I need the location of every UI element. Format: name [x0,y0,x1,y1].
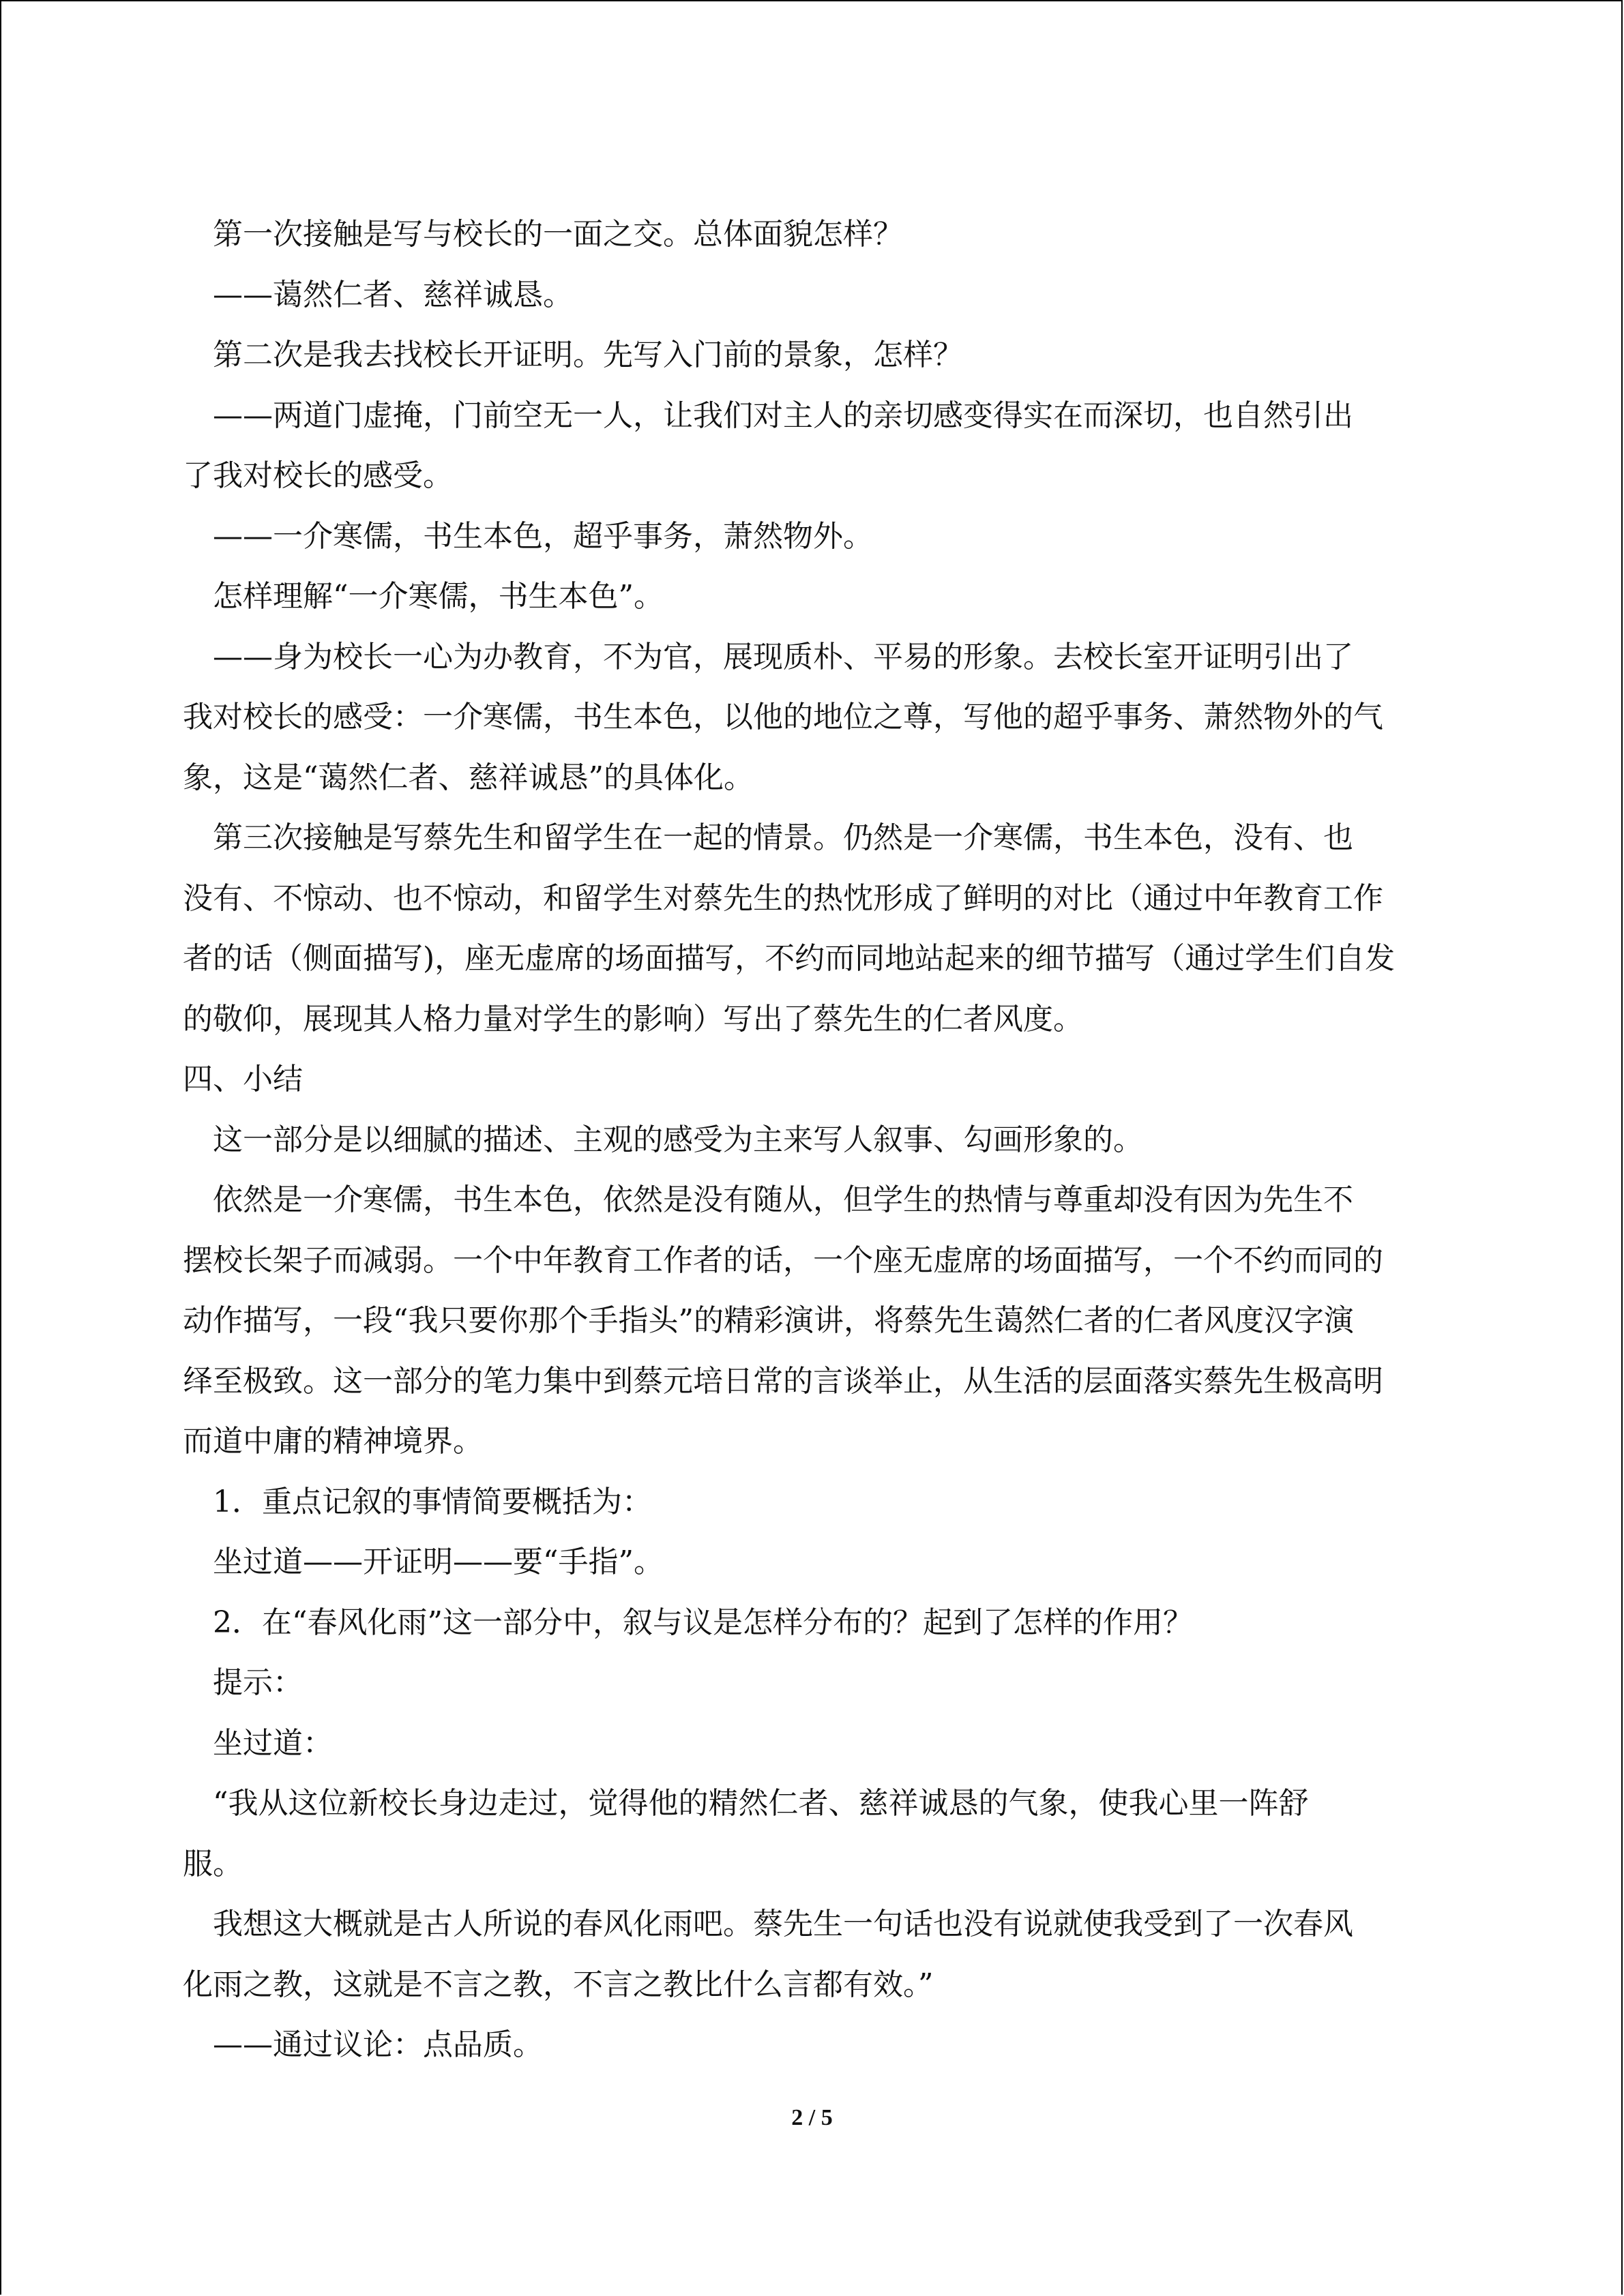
text-line-30: 化雨之教，这就是不言之教，不言之教比什么言都有效。” [183,1967,934,2002]
text-line-7: 怎样理解“一介寒儒，书生本色”。 [213,579,664,614]
text-line-19: 动作描写，一段“我只要你那个手指头”的精彩演讲，将蔡先生蔼然仁者的仁者风度汉字演 [183,1303,1354,1338]
document-body [183,205,1479,2076]
text-line-21: 而道中庸的精神境界。 [183,1424,483,1459]
text-line-6: ——一介寒儒，书生本色，超乎事务，萧然物外。 [213,518,873,554]
text-line-2: ——蔼然仁者、慈祥诚恳。 [213,277,573,312]
numbered-item-1: 1．重点记叙的事情简要概括为： [213,1484,652,1519]
text-line-27: “我从这位新校长身边走过，觉得他的精然仁者、慈祥诚恳的气象，使我心里一阵舒 [213,1786,1309,1821]
text-line-14: 的敬仰，展现其人格力量对学生的影响）写出了蔡先生的仁者风度。 [183,1001,1083,1037]
text-line-4: ——两道门虚掩，门前空无一人，让我们对主人的亲切感变得实在而深切，也自然引出 [213,398,1353,433]
text-line-23: 坐过道——开证明——要“手指”。 [213,1545,664,1579]
numbered-item-2: 2．在“春风化雨”这一部分中，叙与议是怎样分布的？起到了怎样的作用？ [213,1605,1193,1640]
text-line-28: 服。 [183,1846,243,1881]
text-line-25: 提示： [213,1665,303,1700]
text-line-20: 绎至极致。这一部分的笔力集中到蔡元培日常的言谈举止，从生活的层面落实蔡先生极高明 [183,1363,1383,1399]
text-line-5: 了我对校长的感受。 [183,458,453,493]
text-line-8: ——身为校长一心为办教育，不为官，展现质朴、平易的形象。去校长室开证明引出了 [213,639,1353,674]
text-line-31: ——通过议论：点品质。 [213,2027,543,2062]
text-line-16: 这一部分是以细腻的描述、主观的感受为主来写人叙事、勾画形象的。 [213,1122,1143,1157]
text-line-29: 我想这大概就是古人所说的春风化雨吧。蔡先生一句话也没有说就使我受到了一次春风 [213,1907,1353,1941]
text-line-9: 我对校长的感受：一介寒儒，书生本色，以他的地位之尊，写他的超乎事务、萧然物外的气 [183,700,1383,734]
text-line-11: 第三次接触是写蔡先生和留学生在一起的情景。仍然是一介寒儒，书生本色，没有、也 [213,820,1353,855]
text-line-3: 第二次是我去找校长开证明。先写入门前的景象，怎样？ [213,338,963,372]
text-line-13: 者的话（侧面描写)，座无虚席的场面描写，不约而同地站起来的细节描写（通过学生们自发 [183,941,1396,976]
text-line-1: 第一次接触是写与校长的一面之交。总体面貌怎样？ [213,217,903,252]
text-line-18: 摆校长架子而减弱。一个中年教育工作者的话，一个座无虚席的场面描写，一个不约而同的 [183,1242,1383,1278]
text-line-10: 象，这是“蔼然仁者、慈祥诚恳”的具体化。 [183,760,754,795]
section-heading-summary: 四、小结 [183,1062,303,1097]
text-line-17: 依然是一介寒儒，书生本色，依然是没有随从，但学生的热情与尊重却没有因为先生不 [213,1182,1353,1217]
text-line-12: 没有、不惊动、也不惊动，和留学生对蔡先生的热忱形成了鲜明的对比（通过中年教育工作 [183,880,1383,916]
page-number: 2 / 5 [791,2105,833,2130]
text-line-26: 坐过道： [213,1725,333,1761]
